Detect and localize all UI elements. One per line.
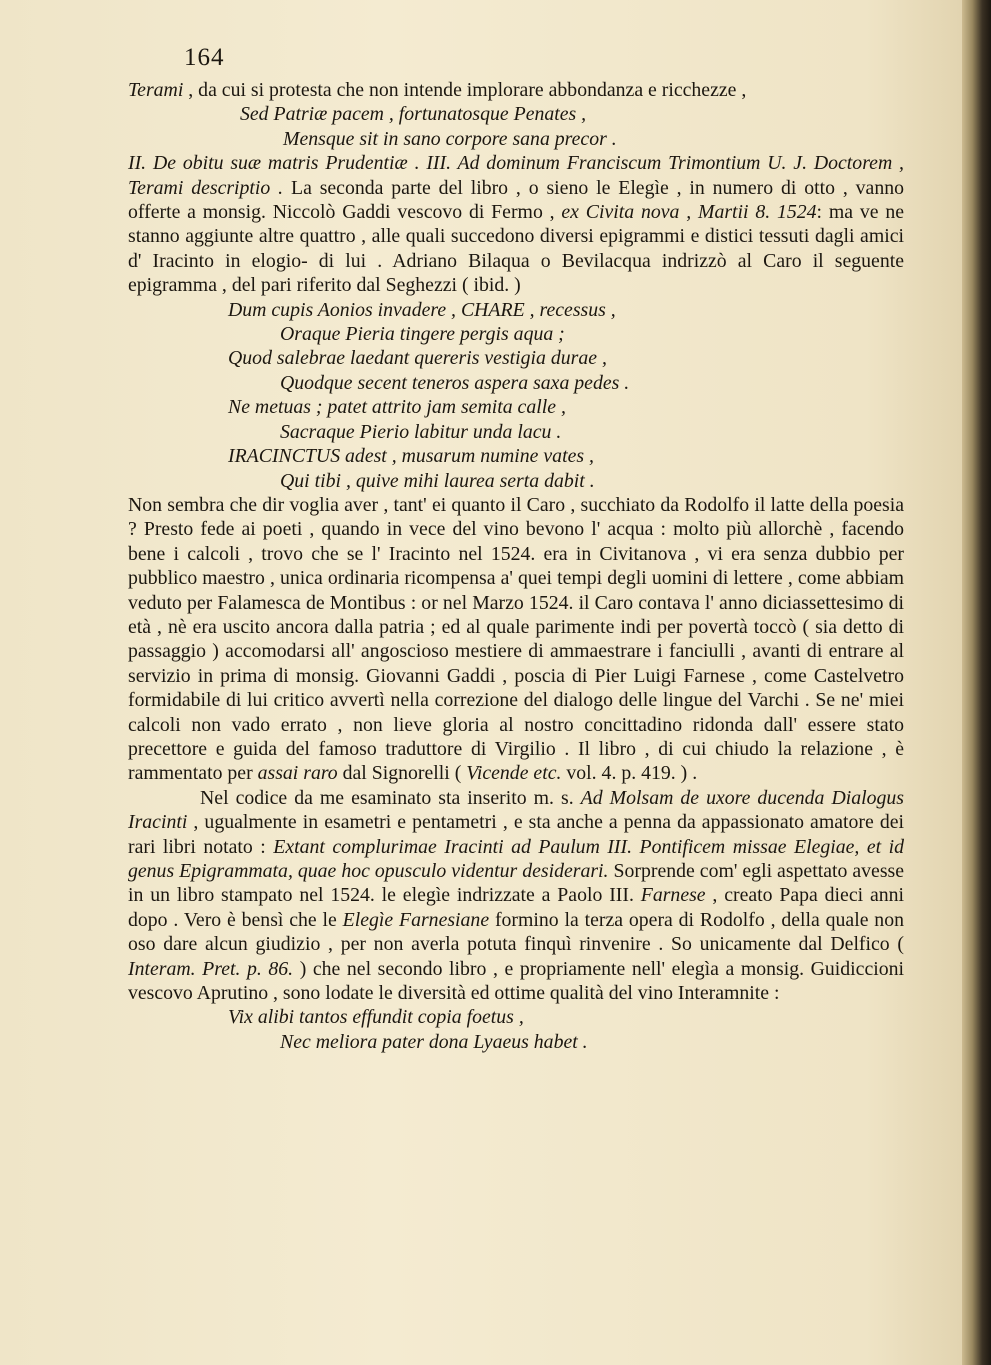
italic-text: Interam. Pret. p. 86. (128, 957, 294, 980)
italic-text: Extant complurimae Iracinti ad Paulum III. Pontificem missae Elegiae, et id genus Epigrammata, quae hoc opusculo videntur desiderari. (128, 835, 904, 882)
verse-line: Quod salebrae laedant quereris vestigia durae , (228, 347, 607, 370)
book-gutter (962, 0, 991, 1365)
verse-line: Sacraque Pierio labitur unda lacu . (280, 420, 562, 443)
verse-line: Ne metuas ; patet attrito jam semita calle , (228, 396, 566, 419)
italic-text: Vicende etc. (466, 762, 562, 785)
text-run: , da cui si protesta che non intende implorare abbondanza e ricchezze , (183, 79, 747, 101)
verse-line: Sed Patriæ pacem , fortunatosque Penates , (240, 103, 587, 126)
verse-block-3 (128, 1005, 904, 1054)
text-run: dal Signorelli ( (337, 762, 467, 785)
italic-text: II. De obitu suæ matris Prudentiæ . III. Ad dominum Franciscum Trimontium U. J. Doctorem , Terami descriptio . (128, 152, 904, 199)
page-number: 164 (184, 44, 225, 71)
verse-line: Mensque sit in sano corpore sana precor . (283, 127, 617, 150)
verse-line: Oraque Pieria tingere pergis aqua ; (280, 323, 565, 346)
verse-line: Dum cupis Aonios invadere , CHARE , recessus , (228, 298, 616, 321)
page-body (128, 78, 904, 1054)
text-run: , ugualmente in esametri e pentametri , e sta anche a penna da appassionato amatore dei rari libri notato : (128, 811, 904, 858)
paragraph-2 (128, 151, 904, 297)
text-run: La seconda parte del libro , o sieno le Elegìe , in numero di otto , vanno offerte a monsig. Niccolò Gaddi vescovo di Fermo , (128, 176, 904, 224)
text-run: vol. 4. p. 419. ) . (561, 762, 698, 785)
verse-line: IRACINCTUS adest , musarum numine vates , (228, 445, 594, 468)
italic-text: Ad Molsam de uxore ducenda Dialogus Iracinti (128, 786, 904, 834)
italic-text: Terami (128, 79, 184, 101)
text-run: , creato Papa dieci anni dopo . Vero è bensì che le (128, 884, 904, 931)
text-run: ) che nel secondo libro , e propriamente nell' elegìa a monsig. Guidiccioni vescovo Aprutino , sono lodate le diversità ed ottime qualità del vino Interamnite : (128, 957, 904, 1005)
italic-text: assai raro (257, 762, 338, 785)
italic-text: Farnese (640, 884, 706, 907)
italic-text: Elegìe Farnesiane (342, 908, 490, 931)
paragraph-1 (128, 78, 904, 102)
verse-block-2 (128, 298, 904, 493)
italic-text: ex Civita nova , Martii 8. 1524 (561, 201, 817, 224)
paragraph-4 (128, 786, 904, 1006)
paragraph-3 (128, 493, 904, 786)
verse-block-1 (128, 102, 904, 151)
verse-line: Nec meliora pater dona Lyaeus habet . (280, 1030, 588, 1053)
verse-line: Qui tibi , quive mihi laurea serta dabit . (280, 469, 595, 492)
verse-line: Vix alibi tantos effundit copia foetus , (228, 1006, 524, 1029)
verse-line: Quodque secent teneros aspera saxa pedes . (280, 371, 630, 394)
text-run: Nel codice da me esaminato sta inserito m. s. (200, 786, 581, 809)
text-run: formino la terza opera di Rodolfo , della quale non oso dare alcun giudizio , per non averla potuta finquì rinvenire . So unicamente dal Delfico ( (128, 908, 904, 956)
text-run: Sorprende com' egli aspettato avesse in un libro stampato nel 1524. le elegìe indrizzate a Paolo III. (128, 860, 904, 907)
text-run: Non sembra che dir voglia aver , tant' ei quanto il Caro , succhiato da Rodolfo il latte della poesia ? Presto fede ai poeti , quando in vece del vino bevono l' acqua : molto più allorchè , facendo bene i calcoli , trovo che se l' Iracinto nel 1524. era in Civitanova , vi era senza dubbio per pubblico maestro , unica ordinaria ricompensa a' quei tempi degli uomini di lettere , come abbiam veduto per Falamesca de Montibus : or nel Marzo 1524. il Caro contava l' anno diciassettesimo di età , nè era uscito ancora dalla patria ; ed al quale parimente indi per povertà toccò ( sia detto di passaggio ) accomodarsi all' angoscioso mestiere di ammaestrare i fanciulli , avanti di entrare al servizio in prima di monsig. Giovanni Gaddi , poscia di Pier Luigi Farnese , come Castelvetro formidabile di lui critico avvertì nella correzione del dialogo delle lingue del Varchi . Se ne' miei calcoli non vado errato , non lieve gloria al nostro concittadino ridonda dall' essere stato precettore e guida del famoso traduttore di Virgilio . Il libro , di cui chiudo la relazione , è rammentato per (128, 493, 904, 785)
text-run: : ma ve ne stanno aggiunte altre quattro , alle quali succedono diversi epigrammi e distici tessuti dagli amici d' Iracinto in elogio- di lui . Adriano Bilaqua o Bevilacqua indrizzò al Caro il seguente epigramma , del pari riferito dal Seghezzi ( ibid. ) (128, 201, 904, 297)
